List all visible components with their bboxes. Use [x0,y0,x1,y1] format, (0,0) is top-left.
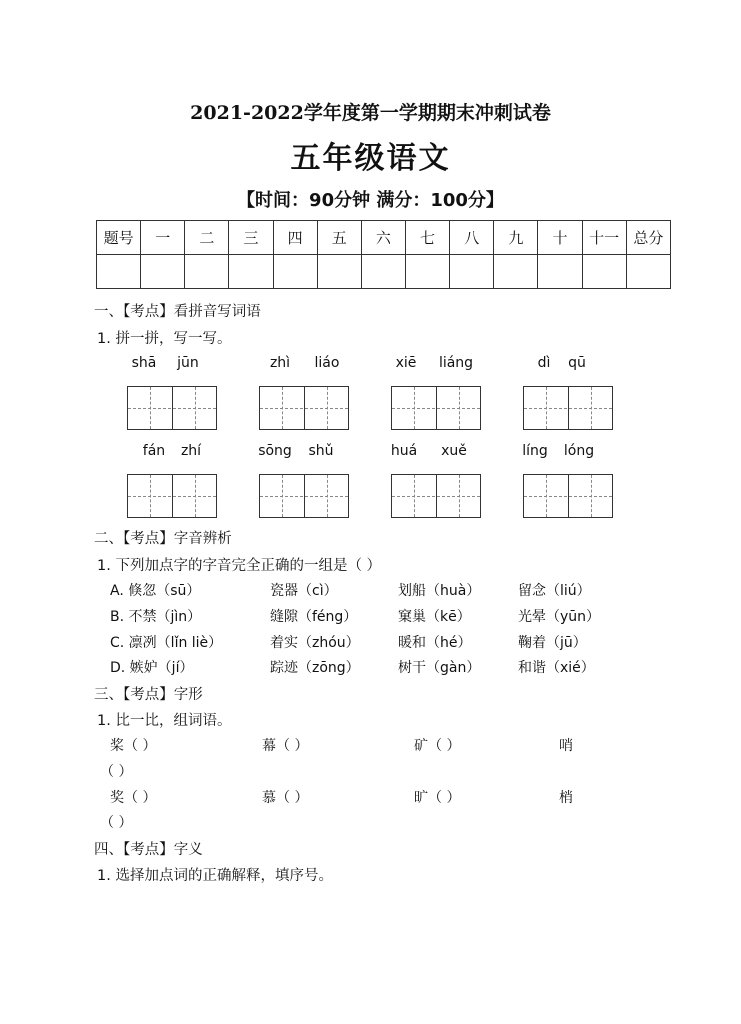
section2-question: 1. 下列加点字的字音完全正确的一组是（ ） [97,558,382,574]
score-blank-cell[interactable] [317,255,361,289]
compare-word: 桨（ ） [110,738,157,754]
writing-grid[interactable] [259,386,349,430]
score-header-cell: 十一 [582,221,626,255]
score-table [96,220,671,289]
option-b-2: 缝隙（féng） [270,609,358,625]
score-blank-cell[interactable] [626,255,670,289]
option-a-1: A. 倏忽（sū） [110,583,201,599]
pinyin-label: dì [537,355,551,371]
score-header-cell: 七 [405,221,449,255]
option-a-3: 划船（huà） [398,583,481,599]
pinyin-label: fán [142,443,166,459]
option-a-4: 留念（liú） [518,583,591,599]
writing-grid[interactable] [391,474,481,518]
compare-word-blank: （ ） [100,815,133,831]
option-d-3: 树干（gàn） [398,660,481,676]
score-header-cell: 九 [494,221,538,255]
section3-heading: 三、【考点】字形 [94,687,203,703]
section4-heading: 四、【考点】字义 [94,842,203,858]
section3-question: 1. 比一比，组词语。 [97,713,232,729]
score-header-cell: 四 [273,221,317,255]
score-blank-cell[interactable] [273,255,317,289]
writing-grid[interactable] [391,386,481,430]
score-table-blank-row [97,255,671,289]
compare-word: 旷（ ） [414,790,461,806]
option-a-2: 瓷器（cì） [270,583,338,599]
pinyin-label: lóng [563,443,595,459]
option-c-2: 着实（zhóu） [270,635,360,651]
compare-word: 幕（ ） [262,738,309,754]
option-d-4: 和谐（xié） [518,660,595,676]
exam-title: 2021-2022学年度第一学期期末冲刺试卷 [190,102,551,124]
score-blank-cell[interactable] [538,255,582,289]
score-blank-cell[interactable] [405,255,449,289]
compare-word: 慕（ ） [262,790,309,806]
writing-grid[interactable] [127,386,217,430]
compare-word: 梢 [559,790,573,806]
compare-word: 哨 [559,738,573,754]
option-d-2: 踪迹（zōng） [270,660,360,676]
score-blank-cell[interactable] [582,255,626,289]
pinyin-label: xuě [441,443,467,459]
score-header-cell: 题号 [97,221,141,255]
writing-grid[interactable] [127,474,217,518]
section2-heading: 二、【考点】字音辨析 [94,531,232,547]
option-d-1: D. 嫉妒（jí） [110,660,194,676]
pinyin-label: sōng [258,443,292,459]
score-header-cell: 五 [317,221,361,255]
score-blank-cell[interactable] [97,255,141,289]
score-header-cell: 八 [450,221,494,255]
pinyin-label: xiē [395,355,417,371]
score-blank-cell[interactable] [229,255,273,289]
pinyin-label: shā [131,355,157,371]
score-header-cell: 三 [229,221,273,255]
writing-grid[interactable] [523,474,613,518]
pinyin-label: qū [568,355,586,371]
score-blank-cell[interactable] [494,255,538,289]
score-blank-cell[interactable] [141,255,185,289]
pinyin-label: liáng [438,355,474,371]
option-c-4: 鞠着（jū） [518,635,587,651]
pinyin-label: líng [522,443,548,459]
grade-subject-title: 五年级语文 [290,141,451,176]
score-blank-cell[interactable] [185,255,229,289]
option-b-1: B. 不禁（jìn） [110,609,202,625]
section4-question: 1. 选择加点词的正确解释，填序号。 [97,868,333,884]
option-c-3: 暖和（hé） [398,635,472,651]
score-table-header-row [97,221,671,255]
option-b-3: 窠巢（kē） [398,609,471,625]
score-blank-cell[interactable] [450,255,494,289]
option-c-1: C. 凛冽（lǐn liè） [110,635,223,651]
pinyin-label: zhì [269,355,291,371]
score-header-cell: 六 [361,221,405,255]
pinyin-label: huá [390,443,418,459]
writing-grid[interactable] [523,386,613,430]
time-score-line: 【时间：90分钟 满分：100分】 [237,190,504,211]
score-header-cell: 总分 [626,221,670,255]
option-b-4: 光晕（yūn） [518,609,601,625]
compare-word: 矿（ ） [414,738,461,754]
writing-grid[interactable] [259,474,349,518]
pinyin-label: liáo [314,355,340,371]
section1-question: 1. 拼一拼，写一写。 [97,331,232,347]
score-header-cell: 十 [538,221,582,255]
pinyin-label: jūn [177,355,199,371]
compare-word-blank: （ ） [100,764,133,780]
score-header-cell: 一 [141,221,185,255]
pinyin-label: zhí [180,443,202,459]
compare-word: 奖（ ） [110,790,157,806]
section1-heading: 一、【考点】看拼音写词语 [94,304,261,320]
pinyin-label: shǔ [308,443,334,459]
score-blank-cell[interactable] [361,255,405,289]
score-header-cell: 二 [185,221,229,255]
